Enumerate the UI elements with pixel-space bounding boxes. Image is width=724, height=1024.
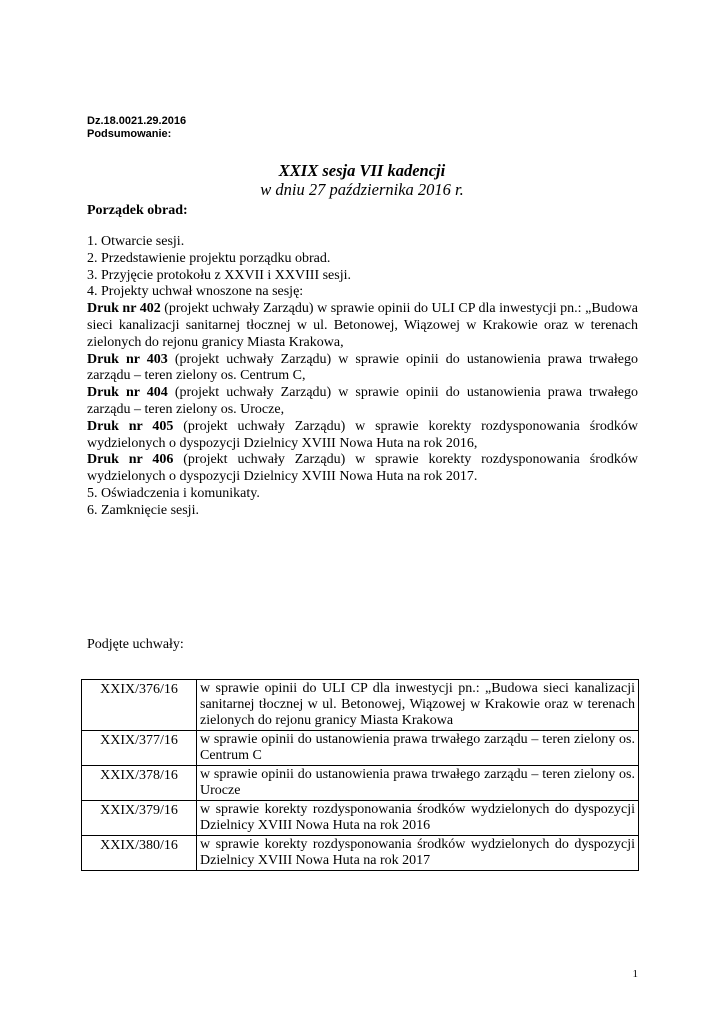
session-date: w dniu 27 października 2016 r. [260,180,464,199]
print-text: (projekt uchwały Zarządu) w sprawie korekty rozdysponowania środków wydzielonych o dyspozycji Dzielnicy XVIII Nowa Huta na rok 2017. [87,452,638,485]
summary-label: Podsumowanie: [87,128,172,140]
table-row [82,836,639,871]
table-row [82,801,639,836]
print-label: Druk nr 403 [87,351,168,367]
resolution-description: w sprawie opinii do ustanowienia prawa trwałego zarządu – teren zielony os. Centrum C [197,731,639,766]
resolution-description: w sprawie korekty rozdysponowania środków wydzielonych do dyspozycji Dzielnicy XVIII Nowa Huta na rok 2016 [197,801,639,836]
page-number: 1 [632,968,638,980]
agenda-heading: Porządek obrad: [87,203,188,218]
resolution-description: w sprawie opinii do ustanowienia prawa trwałego zarządu – teren zielony os. Urocze [197,766,639,801]
resolutions-table [81,679,639,871]
print-label: Druk nr 406 [87,452,174,468]
resolutions-label: Podjęte uchwały: [87,637,184,652]
agenda-print-item [87,452,638,486]
print-text: (projekt uchwały Zarządu) w sprawie opinii do ULI CP dla inwestycji pn.: „Budowa sieci kanalizacji sanitarnej tłocznej w ul. Betonowej, Wiązowej w Krakowie oraz w terenach zielonych do rejonu granicy Miasta Krakowa, [87,301,638,350]
table-row [82,731,639,766]
table-row [82,766,639,801]
agenda-print-item [87,352,638,386]
print-label: Druk nr 404 [87,385,168,401]
print-label: Druk nr 402 [87,301,161,317]
print-text: (projekt uchwały Zarządu) w sprawie korekty rozdysponowania środków wydzielonych o dyspozycji Dzielnicy XVIII Nowa Huta na rok 2016, [87,418,638,451]
agenda-print-item [87,385,638,419]
agenda-print-item [87,301,638,351]
print-text: (projekt uchwały Zarządu) w sprawie opinii do ustanowienia prawa trwałego zarządu – teren zielony os. Centrum C, [87,351,638,384]
agenda-item: 3. Przyjęcie protokołu z XXVII i XXVIII sesji. [87,267,351,283]
resolution-number: XXIX/376/16 [82,680,197,731]
agenda-item: 5. Oświadczenia i komunikaty. [87,485,260,501]
resolution-number: XXIX/379/16 [82,801,197,836]
resolution-number: XXIX/377/16 [82,731,197,766]
resolution-description: w sprawie korekty rozdysponowania środków wydzielonych do dyspozycji Dzielnicy XVIII Nowa Huta na rok 2017 [197,836,639,871]
agenda-item: 1. Otwarcie sesji. [87,234,185,249]
document-header [87,115,186,141]
agenda-list [87,234,638,520]
resolution-number: XXIX/378/16 [82,766,197,801]
agenda-item: 4. Projekty uchwał wnoszone na sesję: [87,284,304,300]
agenda-item: 2. Przedstawienie projektu porządku obrad. [87,250,331,266]
session-title [0,161,724,199]
agenda-print-item [87,419,638,453]
resolution-number: XXIX/380/16 [82,836,197,871]
resolution-description: w sprawie opinii do ULI CP dla inwestycji pn.: „Budowa sieci kanalizacji sanitarnej tłocznej w ul. Betonowej, Wiązowej w Krakowie oraz w terenach zielonych do rejonu granicy Miasta Krakowa [197,680,639,731]
session-name: XXIX sesja VII kadencji [278,161,446,180]
print-label: Druk nr 405 [87,418,174,434]
agenda-item: 6. Zamknięcie sesji. [87,502,199,518]
table-row [82,680,639,731]
reference-number: Dz.18.0021.29.2016 [87,115,187,127]
print-text: (projekt uchwały Zarządu) w sprawie opinii do ustanowienia prawa trwałego zarządu – teren zielony os. Urocze, [87,385,638,417]
